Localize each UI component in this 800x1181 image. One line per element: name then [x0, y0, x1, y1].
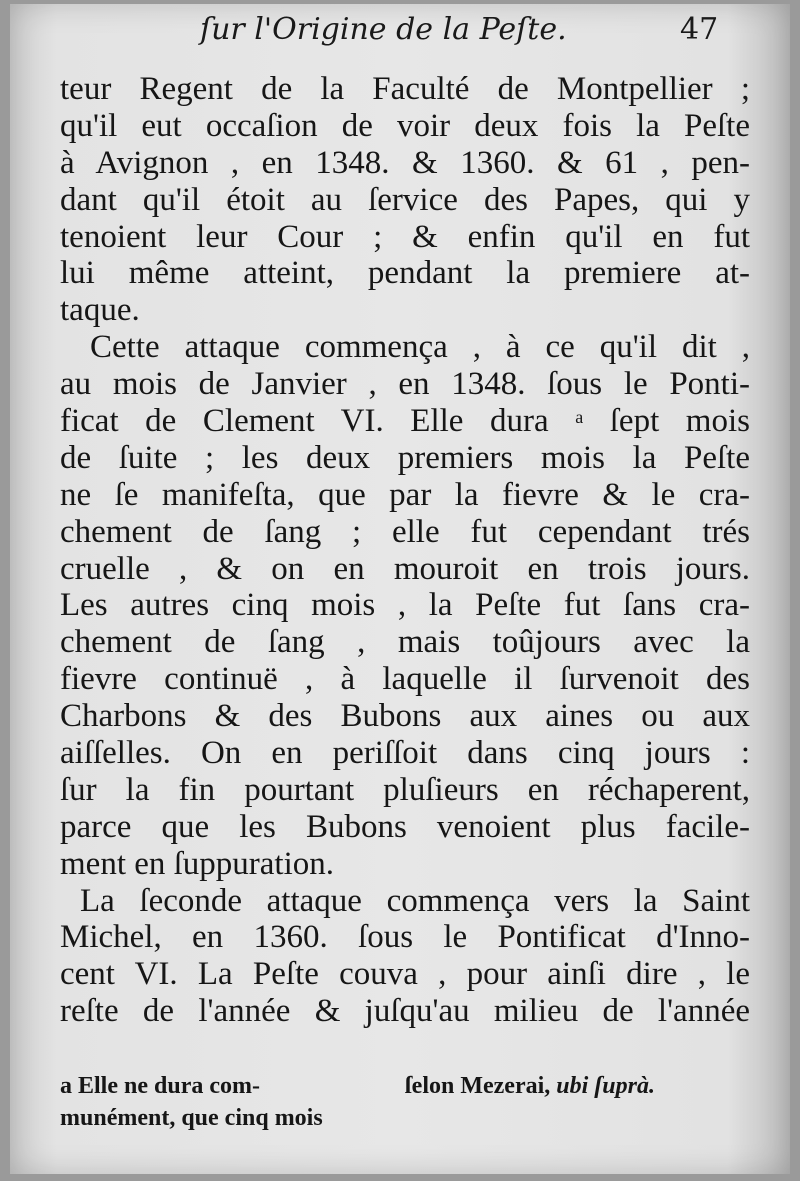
running-head: [10, 12, 790, 62]
text-line: chement de ſang , mais toûjours avec la: [60, 624, 750, 661]
text-line: cent VI. La Peſte couva , pour ainſi dire , le: [60, 956, 750, 993]
text-line: de ſuite ; les deux premiers mois la Peſte: [60, 439, 750, 476]
text-line: taque.: [60, 292, 140, 329]
text-line: Charbons & des Bubons aux aines ou aux: [60, 698, 750, 735]
text-line: teur Regent de la Faculté de Montpellier ;: [60, 71, 750, 107]
text-line: ne ſe manifeſta, que par la fievre & le cra-: [60, 476, 750, 513]
text-line: cruelle , & on en mouroit en trois jours.: [60, 550, 750, 587]
text-line: au mois de Janvier , en 1348. ſous le Ponti-: [60, 366, 750, 403]
footnote-citation: ubi ſuprà.: [556, 1073, 655, 1099]
footnote-left-column: [60, 1070, 390, 1134]
body-text: [60, 71, 750, 1030]
text-segment: ſept mois: [609, 403, 750, 440]
text-line: parce que les Bubons venoient plus facile-: [60, 808, 750, 845]
text-line: ſur la fin pourtant pluſieurs en réchaperent,: [60, 771, 750, 808]
text-line: fievre continuë , à laquelle il ſurvenoit des: [60, 661, 750, 698]
running-title: ſur l'Origine de la Peſte.: [200, 12, 567, 47]
page-number: 47: [680, 12, 719, 47]
text-line: Les autres cinq mois , la Peſte fut ſans cra-: [60, 587, 750, 624]
text-line: La ſeconde attaque commença vers la Saint: [80, 882, 750, 919]
footnote-line: munément, que cinq mois: [60, 1105, 323, 1131]
footnote-line: [405, 1070, 785, 1102]
text-line-with-footnote: [60, 403, 750, 440]
footnote-mark: a: [575, 407, 584, 428]
text-line: aiſſelles. On en periſſoit dans cinq jours :: [60, 735, 750, 772]
footnote-text: ſelon Mezerai,: [405, 1073, 551, 1099]
text-line: reſte de l'année & juſqu'au milieu de l'année: [60, 993, 750, 1030]
text-line: dant qu'il étoit au ſervice des Papes, qui y: [60, 181, 750, 218]
footnote-right-column: [405, 1070, 785, 1102]
footnote-line: a Elle ne dura com-: [60, 1073, 260, 1099]
text-line: lui même atteint, pendant la premiere at-: [60, 255, 750, 292]
book-page: [10, 4, 790, 1174]
text-line: chement de ſang ; elle fut cependant trés: [60, 513, 750, 550]
text-line: Michel, en 1360. ſous le Pontificat d'Inno-: [60, 919, 750, 956]
text-line: Cette attaque commença , à ce qu'il dit ,: [90, 329, 750, 366]
text-line: ment en ſuppuration.: [60, 845, 335, 882]
text-segment: ficat de Clement VI. Elle dura: [60, 403, 549, 440]
text-line: qu'il eut occaſion de voir deux fois la Peſte: [60, 107, 750, 144]
text-line: tenoient leur Cour ; & enfin qu'il en fut: [60, 218, 750, 255]
text-line: à Avignon , en 1348. & 1360. & 61 , pen-: [60, 144, 750, 181]
